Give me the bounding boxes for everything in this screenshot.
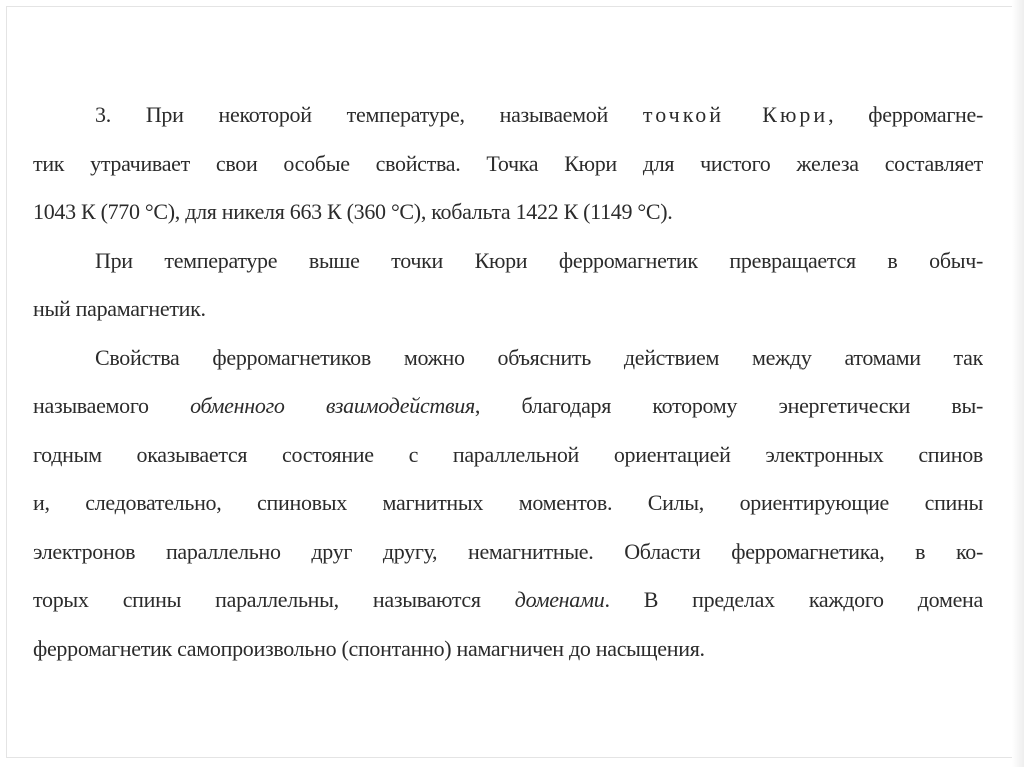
- text-segment: . В пределах каждого домена: [604, 587, 983, 612]
- text-segment: ный парамагнетик.: [33, 296, 206, 321]
- spaced-term: точкой Кюри: [642, 102, 829, 127]
- page-edge-shadow: [1012, 0, 1024, 767]
- text-segment: 1043 К (770 °С), для никеля 663 К (360 °С), кобальта 1422 К (1149 °С).: [33, 199, 673, 224]
- italic-term: доменами: [514, 587, 605, 612]
- text-line: [33, 625, 983, 674]
- document-body: [33, 91, 983, 673]
- text-line: [33, 91, 983, 140]
- text-segment: ферромагнетик самопроизвольно (спонтанно) намагничен до насыщения.: [33, 635, 705, 661]
- text-segment: торых спины параллельны, называются: [33, 587, 515, 612]
- text-line: [33, 334, 983, 383]
- paragraph: [33, 91, 983, 237]
- italic-term: обменного взаимодействия: [190, 393, 475, 418]
- text-segment: , благодаря которому энергетически вы-: [474, 393, 983, 418]
- text-segment: электронов параллельно друг другу, немагнитные. Области ферромагнетика, в ко-: [33, 538, 983, 564]
- text-segment: 3. При некоторой температуре, называемой: [95, 102, 643, 127]
- text-segment: годным оказывается состояние с параллельной ориентацией электронных спинов: [33, 441, 983, 467]
- text-line: [33, 528, 983, 577]
- text-line: [33, 188, 983, 237]
- text-line: [33, 285, 983, 334]
- text-segment: и, следовательно, спиновых магнитных моментов. Силы, ориентирующие спины: [33, 490, 983, 515]
- paragraph: [33, 334, 983, 674]
- text-segment: тик утрачивает свои особые свойства. Точка Кюри для чистого железа составляет: [33, 150, 983, 176]
- text-segment: При температуре выше точки Кюри ферромагнетик превращается в обыч-: [95, 247, 983, 273]
- text-line: [33, 479, 983, 528]
- text-line: [33, 237, 983, 286]
- text-segment: , ферромагне-: [828, 102, 983, 127]
- text-segment: Свойства ферромагнетиков можно объяснить действием между атомами так: [95, 344, 983, 370]
- text-segment: называемого: [33, 393, 191, 418]
- text-line: [33, 140, 983, 189]
- text-line: [33, 431, 983, 480]
- paragraph: [33, 237, 983, 334]
- text-line: [33, 382, 983, 431]
- text-line: [33, 576, 983, 625]
